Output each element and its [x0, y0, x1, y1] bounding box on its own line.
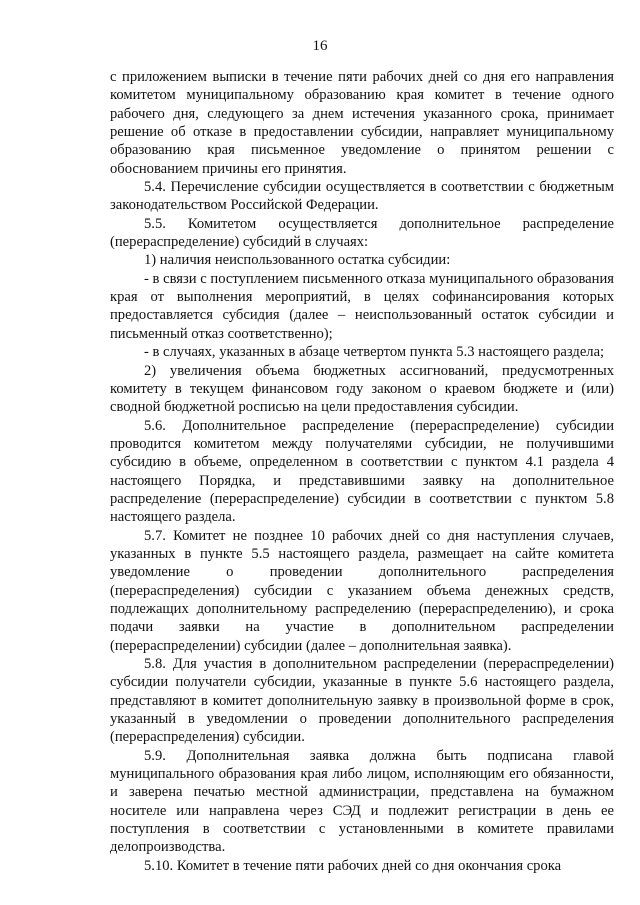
- paragraph-5-5-item-1-dash-2: - в случаях, указанных в абзаце четвертом пункта 5.3 настоящего раздела;: [144, 344, 605, 361]
- page-number: 16: [312, 38, 328, 54]
- paragraph-5-7: 5.7. Комитет не позднее 10 рабочих дней со дня наступления случаев, указанных в пункте 5.5 настоящего раздела, размещает на сайте комитета уведомление о проведении дополнительного распределения (перераспределения) субсидии с указанием объема денежных средств, подлежащих дополнительному распределению (перераспределению), и срока подачи заявки на участие в дополнительном распределении (перераспределении) субсидии (далее – дополнительная заявка).: [110, 527, 614, 654]
- paragraph-5-5-item-2: 2) увеличения объема бюджетных ассигнований, предусмотренных комитету в текущем финансовом году законом о краевом бюджете и (или) сводной бюджетной росписью на цели предоставления субсидии.: [110, 362, 614, 416]
- paragraph-5-4: 5.4. Перечисление субсидии осуществляется в соответствии с бюджетным законодательством Российской Федерации.: [110, 179, 614, 214]
- paragraph-5-5-item-1: 1) наличия неиспользованного остатка субсидии:: [144, 252, 451, 269]
- paragraph-5-8: 5.8. Для участия в дополнительном распределении (перераспределении) субсидии получатели субсидии, указанные в пункте 5.6 настоящего раздела, представляют в комитет дополнительную заявку в произвольной форме в срок, указанный в уведомлении о проведении дополнительного распределения (перераспределения) субсидии.: [110, 656, 614, 746]
- paragraph-5-10: 5.10. Комитет в течение пяти рабочих дней со дня окончания срока: [144, 857, 562, 874]
- paragraph-5-6: 5.6. Дополнительное распределение (перераспределение) субсидии проводится комитетом между получателями субсидии, не получившими субсидию в объеме, определенном в соответствии с пунктом 4.1 раздела 4 настоящего Порядка, и представившими заявку на дополнительное распределение (перераспределение) субсидии в соответствии с пунктом 5.8 настоящего раздела.: [110, 417, 614, 526]
- paragraph-5-5-item-1-dash-1: - в связи с поступлением письменного отказа муниципального образования края от выполнения мероприятий, в целях софинансирования которых предоставляется субсидия (далее – неиспользованный остаток субсидии и письменный отказ соответственно);: [110, 270, 614, 342]
- paragraph-5-9: 5.9. Дополнительная заявка должна быть подписана главой муниципального образования края либо лицом, исполняющим его обязанности, и заверена печатью местной администрации, представлена на бумажном носителе или направлена через СЭД и подлежит регистрации в день ее поступления в соответствии с установленными в комитете правилами делопроизводства.: [110, 747, 614, 856]
- paragraph-5-5: 5.5. Комитетом осуществляется дополнительное распределение (перераспределение) субсидий в случаях:: [110, 215, 614, 251]
- document-body: [110, 68, 614, 875]
- paragraph-continuation: с приложением выписки в течение пяти рабочих дней со дня его направления комитетом муниципальному образованию края комитет в течение одного рабочего дня, следующего за днем истечения указанного срока, принимает решение об отказе в предоставлении субсидии, направляет муниципальному образованию края письменное уведомление о принятом решении с обоснованием причины его принятия.: [110, 69, 614, 177]
